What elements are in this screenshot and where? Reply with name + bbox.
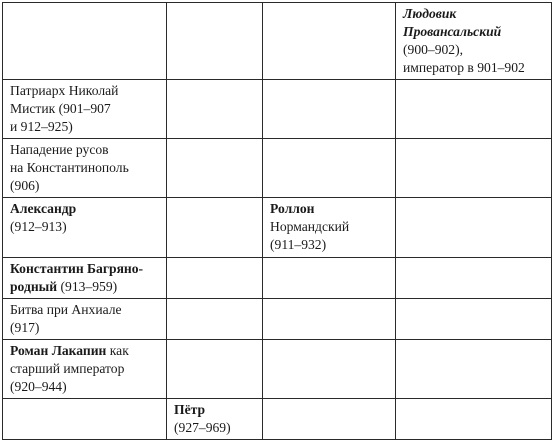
entry-text: Патриарх Николай (10, 83, 119, 98)
ruler-name: Роллон (270, 201, 315, 216)
entry-text: (906) (10, 178, 40, 193)
reign-years: (912–913) (10, 219, 67, 234)
table-cell-alexander (3, 198, 167, 258)
emperor-years: император в 901–902 (403, 60, 525, 75)
reign-years: (911–932) (270, 237, 327, 252)
table-row (3, 258, 552, 299)
table-row (3, 340, 552, 399)
ruler-name-cont: родный (10, 279, 58, 294)
reign-years: (920–944) (10, 379, 67, 394)
entry-text: на Константинополь (10, 160, 129, 175)
table-cell (263, 139, 396, 198)
table-cell (167, 340, 263, 399)
table-cell-peter (167, 399, 263, 440)
table-row (3, 3, 552, 80)
table-row (3, 299, 552, 340)
entry-text: (917) (10, 320, 40, 335)
table-cell (396, 198, 552, 258)
table-cell (3, 3, 167, 80)
table-cell (167, 299, 263, 340)
table-cell (3, 399, 167, 440)
table-cell-constantine (3, 258, 167, 299)
entry-text: Битва при Анхиале (10, 302, 122, 317)
table-cell-romanos (3, 340, 167, 399)
table-row (3, 80, 552, 139)
table-cell (167, 80, 263, 139)
entry-text: как (106, 343, 129, 358)
table-cell (396, 299, 552, 340)
entry-text: и 912–925) (10, 119, 73, 134)
reign-years: (927–969) (174, 420, 231, 435)
table-cell (167, 3, 263, 80)
ruler-epithet: Нормандский (270, 219, 350, 234)
table-cell-anchialus (3, 299, 167, 340)
table-cell (263, 340, 396, 399)
table-row (3, 399, 552, 440)
table-cell (263, 80, 396, 139)
reign-years: (900–902), (403, 42, 464, 57)
table-cell (263, 258, 396, 299)
table-cell (396, 258, 552, 299)
table-cell (167, 139, 263, 198)
table-cell (396, 399, 552, 440)
ruler-name: Александр (10, 201, 77, 216)
entry-text: Нападение русов (10, 142, 109, 157)
ruler-name-cont: Провансальский (403, 24, 502, 39)
chronology-table (2, 2, 552, 440)
table-row (3, 198, 552, 258)
entry-text: старший император (10, 361, 125, 376)
table-cell-rollo (263, 198, 396, 258)
table-cell (263, 299, 396, 340)
ruler-name: Роман Лакапин (10, 343, 107, 358)
ruler-name: Пётр (174, 402, 206, 417)
table-cell (167, 258, 263, 299)
reign-years: (913–959) (57, 279, 118, 294)
table-cell (167, 198, 263, 258)
ruler-name: Константин Багряно- (10, 261, 144, 276)
table-cell (263, 3, 396, 80)
table-cell-rus-attack (3, 139, 167, 198)
table-cell (396, 139, 552, 198)
ruler-name: Людовик (403, 6, 457, 21)
table-cell (396, 80, 552, 139)
table-cell-nicholas (3, 80, 167, 139)
entry-text: Мистик (901–907 (10, 101, 111, 116)
table-cell-louis (396, 3, 552, 80)
table-cell (396, 340, 552, 399)
table-cell (263, 399, 396, 440)
table-row (3, 139, 552, 198)
